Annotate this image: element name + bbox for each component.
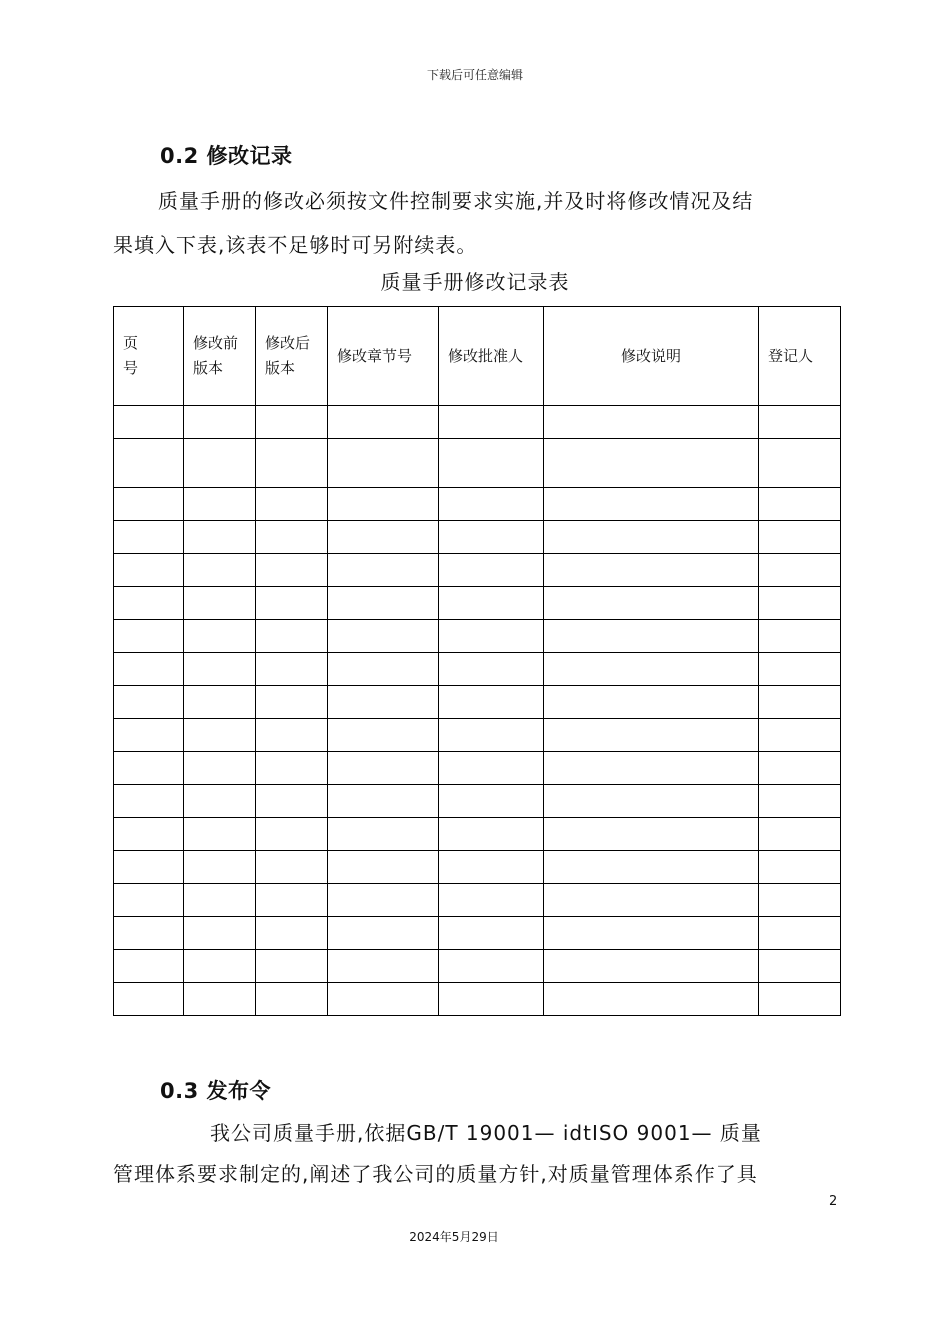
table-cell xyxy=(328,719,439,752)
issuance-paragraph-line-2: 管理体系要求制定的,阐述了我公司的质量方针,对质量管理体系作了具 xyxy=(113,1162,758,1186)
table-cell xyxy=(439,785,544,818)
footer-date: 2024年5月29日 xyxy=(409,1230,499,1244)
table-cell xyxy=(759,752,841,785)
revision-record-table xyxy=(113,306,841,1016)
table-cell xyxy=(256,587,328,620)
table-cell xyxy=(544,785,759,818)
table-cell xyxy=(439,884,544,917)
table-cell xyxy=(759,554,841,587)
issuance-paragraph-line-1: 我公司质量手册,依据GB/T 19001— idtISO 9001— 质量 xyxy=(210,1121,762,1145)
table-cell xyxy=(328,785,439,818)
table-cell xyxy=(114,620,184,653)
table-cell xyxy=(328,686,439,719)
table-cell xyxy=(114,554,184,587)
table-cell xyxy=(184,818,256,851)
table-cell xyxy=(184,686,256,719)
table-row xyxy=(114,439,841,488)
table-cell xyxy=(439,983,544,1016)
table-cell xyxy=(544,653,759,686)
table-cell xyxy=(544,554,759,587)
table-cell xyxy=(114,488,184,521)
table-cell xyxy=(544,406,759,439)
table-cell xyxy=(256,917,328,950)
table-cell xyxy=(544,818,759,851)
table-cell xyxy=(544,439,759,488)
table-cell xyxy=(544,752,759,785)
table-cell xyxy=(328,983,439,1016)
table-row xyxy=(114,686,841,719)
table-title: 质量手册修改记录表 xyxy=(380,270,570,294)
table-cell xyxy=(544,521,759,554)
table-cell xyxy=(256,983,328,1016)
table-cell xyxy=(759,686,841,719)
table-cell xyxy=(256,884,328,917)
header-page-number: 页 号 xyxy=(114,307,184,406)
table-cell xyxy=(439,719,544,752)
table-cell xyxy=(759,620,841,653)
table-cell xyxy=(114,406,184,439)
table-cell xyxy=(544,884,759,917)
table-body xyxy=(114,406,841,1016)
table-cell xyxy=(184,719,256,752)
table-cell xyxy=(256,752,328,785)
table-cell xyxy=(184,851,256,884)
table-cell xyxy=(328,488,439,521)
table-cell xyxy=(439,818,544,851)
table-row xyxy=(114,406,841,439)
table-cell xyxy=(328,917,439,950)
table-cell xyxy=(759,587,841,620)
table-cell xyxy=(328,818,439,851)
table-cell xyxy=(184,752,256,785)
table-cell xyxy=(759,785,841,818)
table-cell xyxy=(328,620,439,653)
table-cell xyxy=(184,950,256,983)
table-cell xyxy=(184,587,256,620)
table-cell xyxy=(759,818,841,851)
table-cell xyxy=(184,620,256,653)
table-cell xyxy=(544,620,759,653)
table-cell xyxy=(439,587,544,620)
table-cell xyxy=(759,406,841,439)
table-cell xyxy=(114,950,184,983)
table-cell xyxy=(439,488,544,521)
table-cell xyxy=(328,406,439,439)
table-cell xyxy=(544,851,759,884)
table-row xyxy=(114,719,841,752)
table-cell xyxy=(256,818,328,851)
table-cell xyxy=(328,884,439,917)
table-cell xyxy=(184,488,256,521)
table-cell xyxy=(544,719,759,752)
table-cell xyxy=(439,439,544,488)
table-cell xyxy=(184,983,256,1016)
table-cell xyxy=(184,439,256,488)
table-cell xyxy=(759,488,841,521)
table-cell xyxy=(114,719,184,752)
header-chapter-number: 修改章节号 xyxy=(328,307,439,406)
table-cell xyxy=(184,521,256,554)
table-cell xyxy=(759,983,841,1016)
table-cell xyxy=(256,785,328,818)
table-row xyxy=(114,917,841,950)
table-cell xyxy=(759,439,841,488)
table-cell xyxy=(759,719,841,752)
table-cell xyxy=(439,554,544,587)
table-cell xyxy=(256,620,328,653)
table-row xyxy=(114,488,841,521)
table-row xyxy=(114,785,841,818)
header-registrar: 登记人 xyxy=(759,307,841,406)
table-row xyxy=(114,620,841,653)
section-title-issuance-order: 0.3 发布令 xyxy=(160,1079,272,1103)
table-cell xyxy=(544,983,759,1016)
table-row xyxy=(114,983,841,1016)
table-cell xyxy=(114,785,184,818)
table-cell xyxy=(256,653,328,686)
table-cell xyxy=(184,406,256,439)
table-row xyxy=(114,884,841,917)
header-note: 下载后可任意编辑 xyxy=(426,68,523,82)
header-approver: 修改批准人 xyxy=(439,307,544,406)
table-cell xyxy=(328,521,439,554)
table-row xyxy=(114,818,841,851)
table-cell xyxy=(759,884,841,917)
table-row xyxy=(114,653,841,686)
table-cell xyxy=(114,653,184,686)
table-cell xyxy=(184,554,256,587)
table-cell xyxy=(114,521,184,554)
table-cell xyxy=(328,752,439,785)
table-cell xyxy=(256,851,328,884)
table-cell xyxy=(184,884,256,917)
table-row xyxy=(114,851,841,884)
table-cell xyxy=(114,884,184,917)
table-cell xyxy=(759,851,841,884)
table-cell xyxy=(256,719,328,752)
table-cell xyxy=(328,950,439,983)
table-cell xyxy=(439,653,544,686)
table-cell xyxy=(328,554,439,587)
table-row xyxy=(114,950,841,983)
section-title-revision-record: 0.2 修改记录 xyxy=(160,144,293,168)
table-cell xyxy=(544,488,759,521)
table-cell xyxy=(328,587,439,620)
page-number: 2 xyxy=(829,1194,838,1209)
table-cell xyxy=(184,653,256,686)
header-description: 修改说明 xyxy=(544,307,759,406)
table-cell xyxy=(184,785,256,818)
table-cell xyxy=(544,686,759,719)
table-header-row xyxy=(114,307,841,406)
table-cell xyxy=(114,439,184,488)
table-row xyxy=(114,554,841,587)
table-row xyxy=(114,521,841,554)
table-cell xyxy=(544,587,759,620)
table-cell xyxy=(256,488,328,521)
table-cell xyxy=(256,686,328,719)
table-cell xyxy=(439,521,544,554)
table-cell xyxy=(256,406,328,439)
table-cell xyxy=(759,653,841,686)
table-cell xyxy=(759,917,841,950)
paragraph-line-1: 质量手册的修改必须按文件控制要求实施,并及时将修改情况及结 xyxy=(158,189,754,213)
table-cell xyxy=(256,439,328,488)
table-cell xyxy=(439,620,544,653)
table-cell xyxy=(328,851,439,884)
table-cell xyxy=(114,686,184,719)
table-cell xyxy=(439,752,544,785)
table-cell xyxy=(256,521,328,554)
table-cell xyxy=(439,950,544,983)
table-cell xyxy=(439,406,544,439)
header-version-before: 修改前 版本 xyxy=(184,307,256,406)
table-cell xyxy=(114,851,184,884)
table-row xyxy=(114,752,841,785)
table-cell xyxy=(759,521,841,554)
table-cell xyxy=(184,917,256,950)
table-cell xyxy=(114,587,184,620)
table-row xyxy=(114,587,841,620)
table-cell xyxy=(256,554,328,587)
table-cell xyxy=(759,950,841,983)
table-cell xyxy=(544,917,759,950)
table-cell xyxy=(439,917,544,950)
table-cell xyxy=(328,439,439,488)
table-cell xyxy=(114,983,184,1016)
table-cell xyxy=(114,818,184,851)
table-cell xyxy=(439,686,544,719)
table-cell xyxy=(114,917,184,950)
table-cell xyxy=(439,851,544,884)
table-cell xyxy=(256,950,328,983)
table-cell xyxy=(328,653,439,686)
header-version-after: 修改后 版本 xyxy=(256,307,328,406)
table-cell xyxy=(544,950,759,983)
paragraph-line-2: 果填入下表,该表不足够时可另附续表。 xyxy=(113,233,478,257)
table-cell xyxy=(114,752,184,785)
